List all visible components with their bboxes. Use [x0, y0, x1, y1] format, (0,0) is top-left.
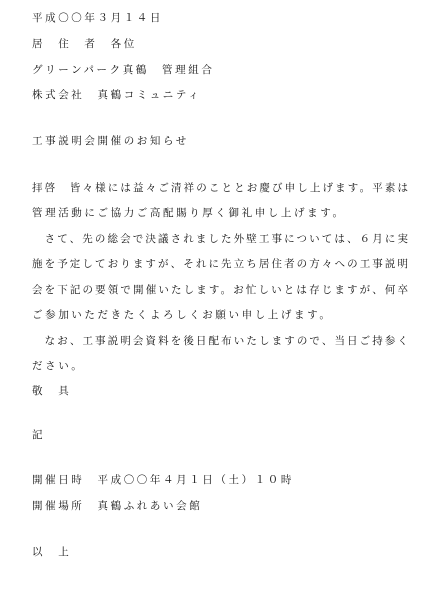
ki-marker: 記	[32, 429, 46, 441]
body-line: 施を予定しておりますが、それに先立ち居住者の方々への工事説明	[32, 258, 408, 270]
document-date: 平成〇〇年３月１４日	[32, 12, 163, 24]
sender-company: 株式会社 真鶴コミュニティ	[32, 89, 202, 101]
closing-keigu: 敬 具	[32, 385, 72, 397]
recipient-line: 居 住 者 各位	[32, 38, 137, 50]
body-line: なお、工事説明会資料を後日配布いたしますので、当日ご持参く	[32, 335, 408, 347]
body-line: さて、先の総会で決議されました外壁工事については、６月に実	[32, 233, 408, 245]
body-line: ださい。	[32, 360, 85, 372]
ijou-marker: 以 上	[32, 546, 72, 558]
body-line: ご参加いただきたくよろしくお願い申し上げます。	[32, 309, 333, 321]
body-line: 管理活動にご協力ご高配賜り厚く御礼申し上げます。	[32, 207, 346, 219]
event-datetime: 開催日時 平成〇〇年４月１日（土）１０時	[32, 474, 294, 486]
event-place: 開催場所 真鶴ふれあい会館	[32, 500, 203, 512]
document-title: 工事説明会開催のお知らせ	[32, 135, 189, 147]
body-line: 拝啓 皆々様には益々ご清祥のこととお慶び申し上げます。平素は	[32, 182, 408, 194]
body-line: 会を下記の要領で開催いたします。お忙しいとは存じますが、何卒	[32, 284, 408, 296]
sender-organization: グリーンパーク真鶴 管理組合	[32, 64, 215, 76]
